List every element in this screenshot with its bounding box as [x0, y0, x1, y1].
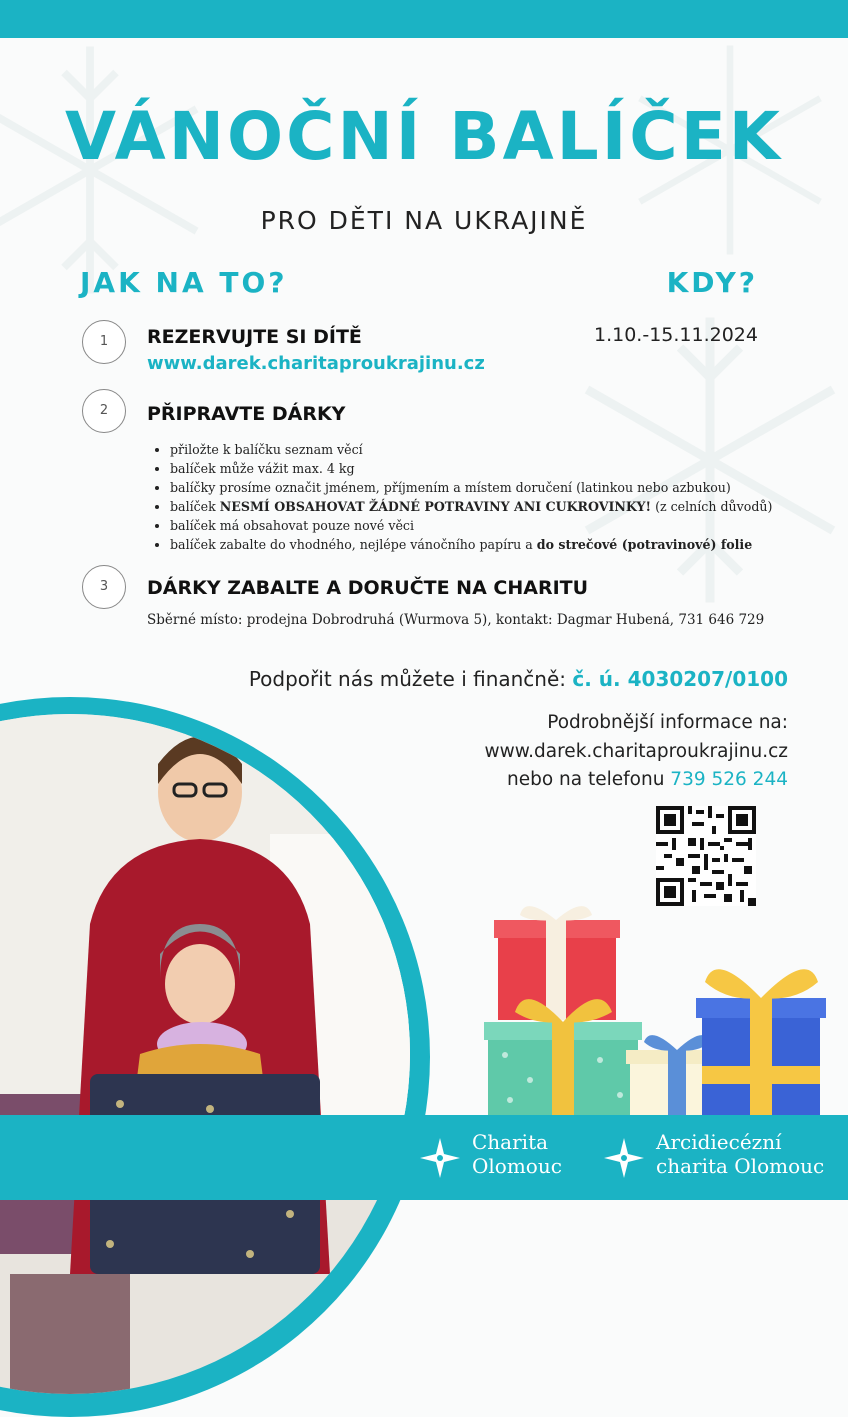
- list-item: • balíček má obsahovat pouze nové věci: [170, 516, 772, 535]
- step-number: 2: [82, 389, 126, 433]
- list-item: • balíček NESMÍ OBSAHOVAT ŽÁDNÉ POTRAVINY ANI CUKROVINKY! (z celních důvodů): [170, 497, 772, 516]
- list-item: • balíček zabalte do vhodného, nejlépe vánočního papíru a do strečové (potravinové) folie: [170, 535, 772, 554]
- info-label: Podrobnější informace na:: [547, 712, 788, 733]
- instructions-list: [150, 440, 772, 554]
- photo-volunteer-child: [0, 714, 410, 1394]
- step-number: 1: [82, 320, 126, 364]
- info-url[interactable]: www.darek.charitaproukrajinu.cz: [484, 741, 788, 762]
- page-title: VÁNOČNÍ BALÍČEK: [65, 98, 783, 175]
- step-title: DÁRKY ZABALTE A DORUČTE NA CHARITU: [147, 577, 589, 599]
- step-number: 3: [82, 565, 126, 609]
- reservation-link[interactable]: www.darek.charitaproukrajinu.cz: [147, 353, 485, 374]
- step-title: PŘIPRAVTE DÁRKY: [147, 403, 346, 425]
- how-heading: JAK NA TO?: [80, 266, 288, 299]
- collection-point: Sběrné místo: prodejna Dobrodruhá (Wurmova 5), kontakt: Dagmar Hubená, 731 646 729: [147, 612, 765, 628]
- charita-cross-icon: [418, 1136, 462, 1180]
- charita-cross-icon: [602, 1136, 646, 1180]
- date-range: 1.10.-15.11.2024: [594, 324, 758, 346]
- step-title: REZERVUJTE SI DÍTĚ: [147, 326, 362, 348]
- list-item: • balíček může vážit max. 4 kg: [170, 459, 772, 478]
- bank-account: č. ú. 4030207/0100: [572, 667, 788, 691]
- page-subtitle: PRO DĚTI NA UKRAJINĚ: [260, 206, 588, 235]
- list-item: • balíčky prosíme označit jménem, příjmením a místem doručení (latinkou nebo azbukou): [170, 478, 772, 497]
- info-phone: nebo na telefonu 739 526 244: [506, 769, 788, 790]
- gifts-illustration: [480, 890, 830, 1120]
- when-heading: KDY?: [666, 266, 758, 299]
- phone-number: 739 526 244: [670, 769, 788, 790]
- top-bar: [0, 0, 848, 38]
- financial-support: Podpořit nás můžete i finančně: č. ú. 4030207/0100: [248, 667, 788, 691]
- list-item: • přiložte k balíčku seznam věcí: [170, 440, 772, 459]
